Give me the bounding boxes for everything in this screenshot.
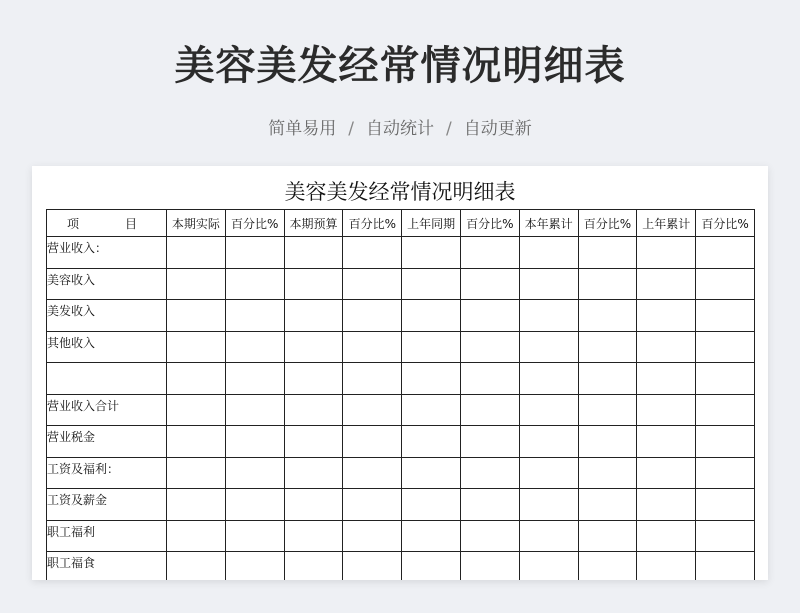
row-label-cell[interactable]: 美容收入 <box>47 268 167 300</box>
table-row <box>47 363 755 395</box>
value-cell[interactable] <box>578 331 637 363</box>
value-cell[interactable] <box>696 426 755 458</box>
value-cell[interactable] <box>519 489 578 521</box>
feature-tags <box>0 114 800 139</box>
value-cell[interactable] <box>167 426 226 458</box>
value-cell[interactable] <box>637 552 696 581</box>
value-cell[interactable] <box>460 489 519 521</box>
value-cell[interactable] <box>578 363 637 395</box>
column-header: 上年同期 <box>402 210 461 237</box>
value-cell[interactable] <box>637 426 696 458</box>
value-cell[interactable] <box>519 552 578 581</box>
row-label-cell[interactable]: 美发收入 <box>47 300 167 332</box>
value-cell[interactable] <box>402 457 461 489</box>
value-cell[interactable] <box>696 331 755 363</box>
value-cell[interactable] <box>167 394 226 426</box>
value-cell[interactable] <box>284 552 343 581</box>
item-header-cell: 项 目 <box>47 210 167 237</box>
value-cell[interactable] <box>696 552 755 581</box>
row-label-cell[interactable]: 职工福利 <box>47 520 167 552</box>
value-cell[interactable] <box>637 300 696 332</box>
page-title: 美容美发经常情况明细表 <box>174 43 626 89</box>
row-label-cell[interactable]: 工资及福利： <box>47 457 167 489</box>
value-cell[interactable] <box>343 268 402 300</box>
value-cell[interactable] <box>402 552 461 581</box>
value-cell[interactable] <box>578 300 637 332</box>
value-cell[interactable] <box>578 520 637 552</box>
value-cell[interactable] <box>460 363 519 395</box>
table-row <box>47 489 755 521</box>
column-header: 本年累计 <box>519 210 578 237</box>
value-cell[interactable] <box>460 457 519 489</box>
column-header: 百分比% <box>460 210 519 237</box>
value-cell[interactable] <box>696 363 755 395</box>
value-cell[interactable] <box>578 426 637 458</box>
value-cell[interactable] <box>696 520 755 552</box>
value-cell[interactable] <box>167 489 226 521</box>
value-cell[interactable] <box>519 237 578 269</box>
value-cell[interactable] <box>519 457 578 489</box>
row-label-cell[interactable]: 营业收入合计 <box>47 394 167 426</box>
value-cell[interactable] <box>284 268 343 300</box>
value-cell[interactable] <box>343 520 402 552</box>
value-cell[interactable] <box>460 552 519 581</box>
table-row <box>47 520 755 552</box>
value-cell[interactable] <box>402 300 461 332</box>
value-cell[interactable] <box>402 268 461 300</box>
tag-auto-stats: 自动统计 <box>366 119 434 139</box>
value-cell[interactable] <box>637 489 696 521</box>
row-label-cell[interactable] <box>47 363 167 395</box>
value-cell[interactable] <box>696 394 755 426</box>
value-cell[interactable] <box>343 457 402 489</box>
value-cell[interactable] <box>519 363 578 395</box>
value-cell[interactable] <box>402 331 461 363</box>
value-cell[interactable] <box>284 331 343 363</box>
table-row <box>47 457 755 489</box>
table-row <box>47 300 755 332</box>
value-cell[interactable] <box>460 237 519 269</box>
value-cell[interactable] <box>284 237 343 269</box>
value-cell[interactable] <box>696 300 755 332</box>
value-cell[interactable] <box>637 520 696 552</box>
value-cell[interactable] <box>460 426 519 458</box>
value-cell[interactable] <box>225 394 284 426</box>
column-header: 百分比% <box>225 210 284 237</box>
value-cell[interactable] <box>519 268 578 300</box>
value-cell[interactable] <box>343 394 402 426</box>
value-cell[interactable] <box>578 237 637 269</box>
value-cell[interactable] <box>696 489 755 521</box>
column-header: 百分比% <box>343 210 402 237</box>
value-cell[interactable] <box>225 237 284 269</box>
value-cell[interactable] <box>637 237 696 269</box>
value-cell[interactable] <box>225 331 284 363</box>
value-cell[interactable] <box>460 520 519 552</box>
value-cell[interactable] <box>519 331 578 363</box>
table-row <box>47 331 755 363</box>
value-cell[interactable] <box>167 300 226 332</box>
value-cell[interactable] <box>402 237 461 269</box>
column-header: 百分比% <box>578 210 637 237</box>
spreadsheet-preview <box>32 166 768 580</box>
value-cell[interactable] <box>637 363 696 395</box>
value-cell[interactable] <box>343 300 402 332</box>
value-cell[interactable] <box>519 520 578 552</box>
table-row <box>47 268 755 300</box>
value-cell[interactable] <box>637 457 696 489</box>
value-cell[interactable] <box>402 426 461 458</box>
value-cell[interactable] <box>167 331 226 363</box>
tag-separator: / <box>348 119 354 139</box>
value-cell[interactable] <box>578 457 637 489</box>
value-cell[interactable] <box>225 426 284 458</box>
value-cell[interactable] <box>167 237 226 269</box>
column-header: 本期预算 <box>284 210 343 237</box>
table-row <box>47 552 755 581</box>
column-header: 上年累计 <box>637 210 696 237</box>
value-cell[interactable] <box>284 489 343 521</box>
value-cell[interactable] <box>402 363 461 395</box>
tag-separator: / <box>446 119 452 139</box>
value-cell[interactable] <box>225 457 284 489</box>
value-cell[interactable] <box>519 300 578 332</box>
value-cell[interactable] <box>225 552 284 581</box>
table-row <box>47 426 755 458</box>
value-cell[interactable] <box>402 520 461 552</box>
value-cell[interactable] <box>460 300 519 332</box>
value-cell[interactable] <box>343 489 402 521</box>
value-cell[interactable] <box>284 394 343 426</box>
row-label-cell[interactable]: 工资及薪金 <box>47 489 167 521</box>
value-cell[interactable] <box>696 237 755 269</box>
value-cell[interactable] <box>167 520 226 552</box>
value-cell[interactable] <box>637 394 696 426</box>
value-cell[interactable] <box>225 363 284 395</box>
value-cell[interactable] <box>578 489 637 521</box>
value-cell[interactable] <box>343 363 402 395</box>
value-cell[interactable] <box>167 363 226 395</box>
value-cell[interactable] <box>637 331 696 363</box>
value-cell[interactable] <box>225 268 284 300</box>
value-cell[interactable] <box>402 394 461 426</box>
value-cell[interactable] <box>167 457 226 489</box>
tag-easy: 简单易用 <box>268 119 337 139</box>
value-cell[interactable] <box>578 394 637 426</box>
value-cell[interactable] <box>167 552 226 581</box>
value-cell[interactable] <box>284 300 343 332</box>
value-cell[interactable] <box>696 457 755 489</box>
tag-auto-update: 自动更新 <box>463 119 532 139</box>
column-header: 百分比% <box>696 210 755 237</box>
value-cell[interactable] <box>284 520 343 552</box>
row-label-cell[interactable]: 职工福食 <box>47 552 167 581</box>
value-cell[interactable] <box>460 331 519 363</box>
table-row <box>47 394 755 426</box>
value-cell[interactable] <box>578 552 637 581</box>
value-cell[interactable] <box>225 300 284 332</box>
value-cell[interactable] <box>284 426 343 458</box>
sheet-title: 美容美发经常情况明细表 <box>284 180 516 204</box>
value-cell[interactable] <box>167 268 226 300</box>
value-cell[interactable] <box>460 394 519 426</box>
row-label-cell[interactable]: 其他收入 <box>47 331 167 363</box>
column-header: 本期实际 <box>167 210 226 237</box>
header-row <box>47 210 755 237</box>
value-cell[interactable] <box>343 237 402 269</box>
value-cell[interactable] <box>402 489 461 521</box>
value-cell[interactable] <box>225 520 284 552</box>
value-cell[interactable] <box>284 363 343 395</box>
value-cell[interactable] <box>284 457 343 489</box>
value-cell[interactable] <box>519 426 578 458</box>
value-cell[interactable] <box>578 268 637 300</box>
row-label-cell[interactable]: 营业税金 <box>47 426 167 458</box>
table-row <box>47 237 755 269</box>
value-cell[interactable] <box>225 489 284 521</box>
value-cell[interactable] <box>637 268 696 300</box>
value-cell[interactable] <box>343 331 402 363</box>
value-cell[interactable] <box>519 394 578 426</box>
detail-table <box>46 209 755 580</box>
value-cell[interactable] <box>460 268 519 300</box>
value-cell[interactable] <box>696 268 755 300</box>
value-cell[interactable] <box>343 552 402 581</box>
value-cell[interactable] <box>343 426 402 458</box>
row-label-cell[interactable]: 营业收入： <box>47 237 167 269</box>
